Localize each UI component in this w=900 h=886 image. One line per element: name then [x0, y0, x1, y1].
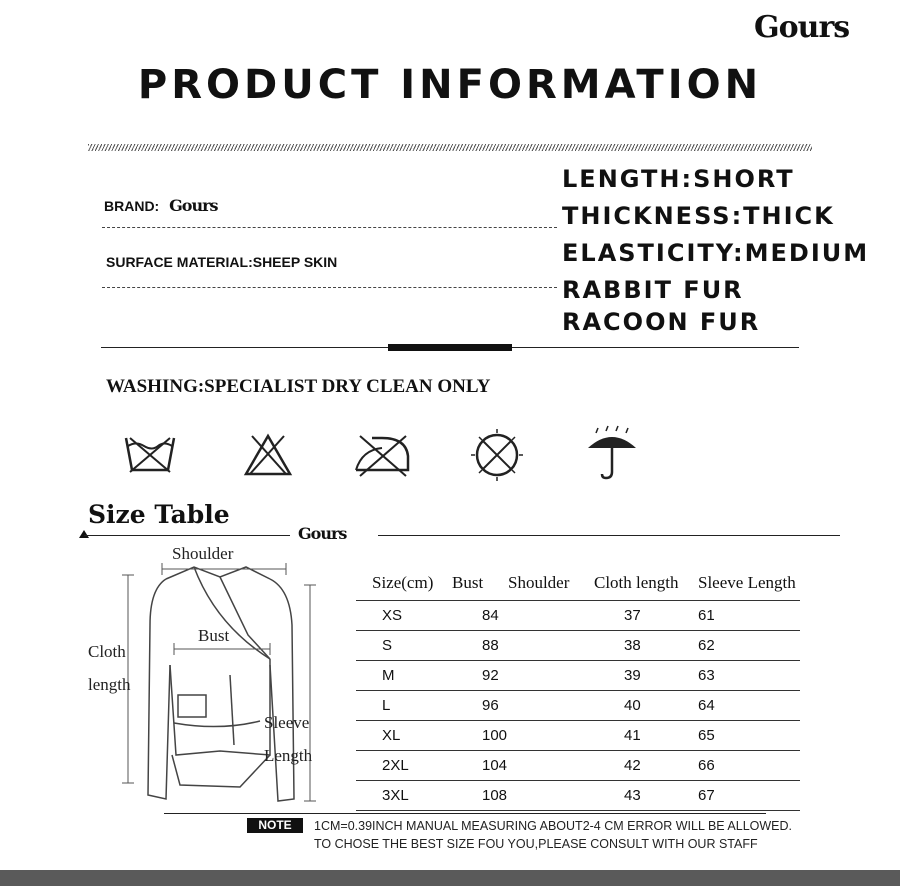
no-iron-icon [352, 424, 412, 484]
brand-logo-small: Gours [169, 196, 218, 215]
brand-logo: Gours [754, 10, 850, 45]
cell-bust: 96 [452, 691, 594, 721]
size-table-logo: Gours [298, 524, 347, 543]
cell-bust: 92 [452, 661, 594, 691]
cell-size: S [356, 631, 452, 661]
label-sleeve-length: Length [264, 746, 313, 765]
no-tumble-dry-icon [467, 424, 527, 484]
cell-bust: 100 [452, 721, 594, 751]
label-cloth-length: length [88, 675, 131, 694]
triangle-marker [79, 530, 89, 538]
table-row [356, 781, 800, 811]
note-line-1: 1CM=0.39INCH MANUAL MEASURING ABOUT2-4 CM ERROR WILL BE ALLOWED. [314, 819, 793, 833]
table-row [356, 661, 800, 691]
cell-bust: 108 [452, 781, 594, 811]
cell-cloth: 43 [594, 781, 698, 811]
header-bust: Bust [452, 573, 484, 592]
note-rule [164, 813, 766, 814]
cell-sleeve: 65 [698, 721, 800, 751]
table-row [356, 631, 800, 661]
cell-bust: 88 [452, 631, 594, 661]
cell-sleeve: 63 [698, 661, 800, 691]
spec-thickness: THICKNESS:THICK [562, 202, 835, 230]
cell-size: 2XL [356, 751, 452, 781]
table-header-row [356, 566, 800, 601]
label-cloth: Cloth [88, 642, 126, 661]
cell-sleeve: 62 [698, 631, 800, 661]
spec-elasticity: ELASTICITY:MEDIUM [562, 239, 870, 267]
cell-sleeve: 64 [698, 691, 800, 721]
label-bust: Bust [198, 626, 230, 645]
cell-cloth: 42 [594, 751, 698, 781]
cell-cloth: 40 [594, 691, 698, 721]
header-sleeve-length: Sleeve Length [698, 573, 796, 592]
washing-instructions: WASHING:SPECIALIST DRY CLEAN ONLY [106, 376, 491, 397]
cell-bust: 104 [452, 751, 594, 781]
label-sleeve: Sleeve [264, 713, 310, 732]
cell-size: XS [356, 601, 452, 631]
cell-cloth: 41 [594, 721, 698, 751]
header-size: Size(cm) [372, 573, 434, 592]
surface-material: SURFACE MATERIAL:SHEEP SKIN [106, 254, 338, 270]
cell-cloth: 37 [594, 601, 698, 631]
size-rule-right [378, 535, 840, 536]
bottom-image-strip [0, 870, 900, 886]
cell-cloth: 39 [594, 661, 698, 691]
cell-size: L [356, 691, 452, 721]
cell-cloth: 38 [594, 631, 698, 661]
dashed-divider [102, 287, 557, 288]
cell-size: M [356, 661, 452, 691]
cell-sleeve: 66 [698, 751, 800, 781]
note-line-2: TO CHOSE THE BEST SIZE FOU YOU,PLEASE CONSULT WITH OUR STAFF [314, 837, 758, 851]
cell-bust: 84 [452, 601, 594, 631]
brand-label: BRAND: [104, 198, 160, 214]
no-wash-icon [120, 424, 180, 484]
hatched-divider [88, 144, 812, 151]
cell-sleeve: 67 [698, 781, 800, 811]
cell-sleeve: 61 [698, 601, 800, 631]
spec-rabbit-fur: RABBIT FUR [562, 276, 744, 304]
cell-size: XL [356, 721, 452, 751]
header-shoulder: Shoulder [508, 573, 570, 592]
jacket-diagram [120, 555, 320, 810]
label-shoulder: Shoulder [172, 544, 234, 563]
no-bleach-icon [238, 424, 298, 484]
cell-size: 3XL [356, 781, 452, 811]
brand-row [104, 196, 218, 215]
size-rule-left [84, 535, 290, 536]
page-title: PRODUCT INFORMATION [137, 62, 763, 108]
spec-racoon-fur: RACOON FUR [562, 308, 761, 336]
keep-dry-icon [582, 424, 642, 484]
table-row [356, 751, 800, 781]
spec-length: LENGTH:SHORT [562, 165, 795, 193]
size-table-title: Size Table [88, 500, 230, 529]
size-table [356, 566, 800, 811]
section-rule-accent [388, 344, 512, 351]
table-row [356, 691, 800, 721]
table-row [356, 601, 800, 631]
header-cloth-length: Cloth length [594, 573, 679, 592]
dashed-divider [102, 227, 557, 228]
note-badge: NOTE [247, 818, 303, 833]
table-row [356, 721, 800, 751]
